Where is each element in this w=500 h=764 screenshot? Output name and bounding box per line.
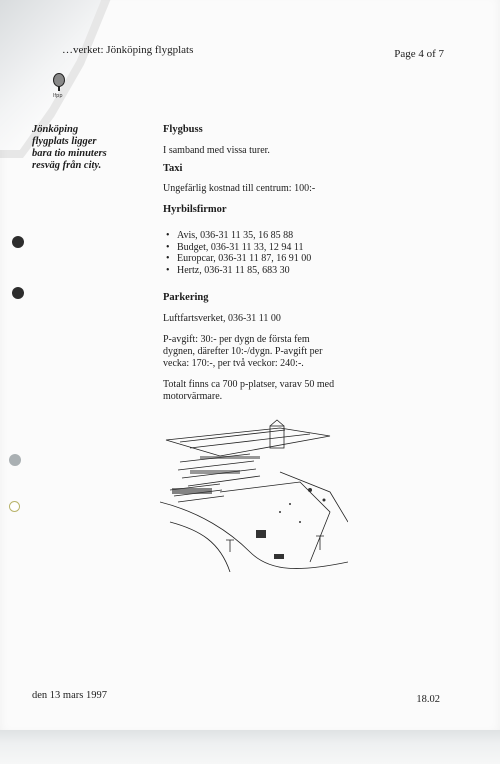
heading-hyrbil: Hyrbilsfirmor <box>163 204 227 215</box>
list-item: • Hertz, 036-31 11 85, 683 30 <box>177 265 363 277</box>
fees-line: P-avgift: 30:- per dygn de första fem <box>163 334 310 345</box>
flygbuss-text: I samband med vissa turer. <box>163 145 270 156</box>
airport-illustration <box>160 412 348 572</box>
list-item: • Budget, 036-31 11 33, 12 94 11 <box>177 242 363 254</box>
logo-label: lfpp <box>53 93 63 98</box>
rental-list <box>163 230 363 276</box>
page-indicator: Page 4 of 7 <box>394 48 444 60</box>
punch-hole-4 <box>9 501 20 512</box>
parkering-total <box>163 379 363 403</box>
parkering-contact: Luftfartsverket, 036-31 11 00 <box>163 313 281 324</box>
sidebar-note-line: flygplats ligger <box>32 136 97 147</box>
main-content <box>163 124 363 403</box>
punch-hole-2 <box>12 287 24 299</box>
page-bottom-edge <box>0 730 500 764</box>
footer-time: 18.02 <box>416 694 440 705</box>
heading-flygbuss: Flygbuss <box>163 124 203 135</box>
total-line: motorvärmare. <box>163 391 223 402</box>
sidebar-note-line: bara tio minuters <box>32 148 107 159</box>
parkering-fees <box>163 334 363 370</box>
punch-hole-1 <box>12 236 24 248</box>
sidebar-note-line: resväg från city. <box>32 160 102 171</box>
fees-line: dygnen, därefter 10:-/dygn. P-avgift per <box>163 346 323 357</box>
heading-taxi: Taxi <box>163 163 183 174</box>
airport-logo-icon <box>52 72 66 98</box>
sidebar-note-line: Jönköping <box>32 124 79 135</box>
total-line: Totalt finns ca 700 p-platser, varav 50 med <box>163 379 335 390</box>
sidebar-note <box>32 124 132 172</box>
fees-line: vecka: 170:-, per två veckor: 240:-. <box>163 358 304 369</box>
footer-date: den 13 mars 1997 <box>32 690 107 701</box>
taxi-text: Ungefärlig kostnad till centrum: 100:- <box>163 183 316 194</box>
list-item: • Europcar, 036-31 11 87, 16 91 00 <box>177 253 363 265</box>
heading-parkering: Parkering <box>163 292 209 303</box>
punch-hole-3 <box>9 454 21 466</box>
list-item: • Avis, 036-31 11 35, 16 85 88 <box>177 230 363 242</box>
header-title: …verket: Jönköping flygplats <box>62 44 194 56</box>
